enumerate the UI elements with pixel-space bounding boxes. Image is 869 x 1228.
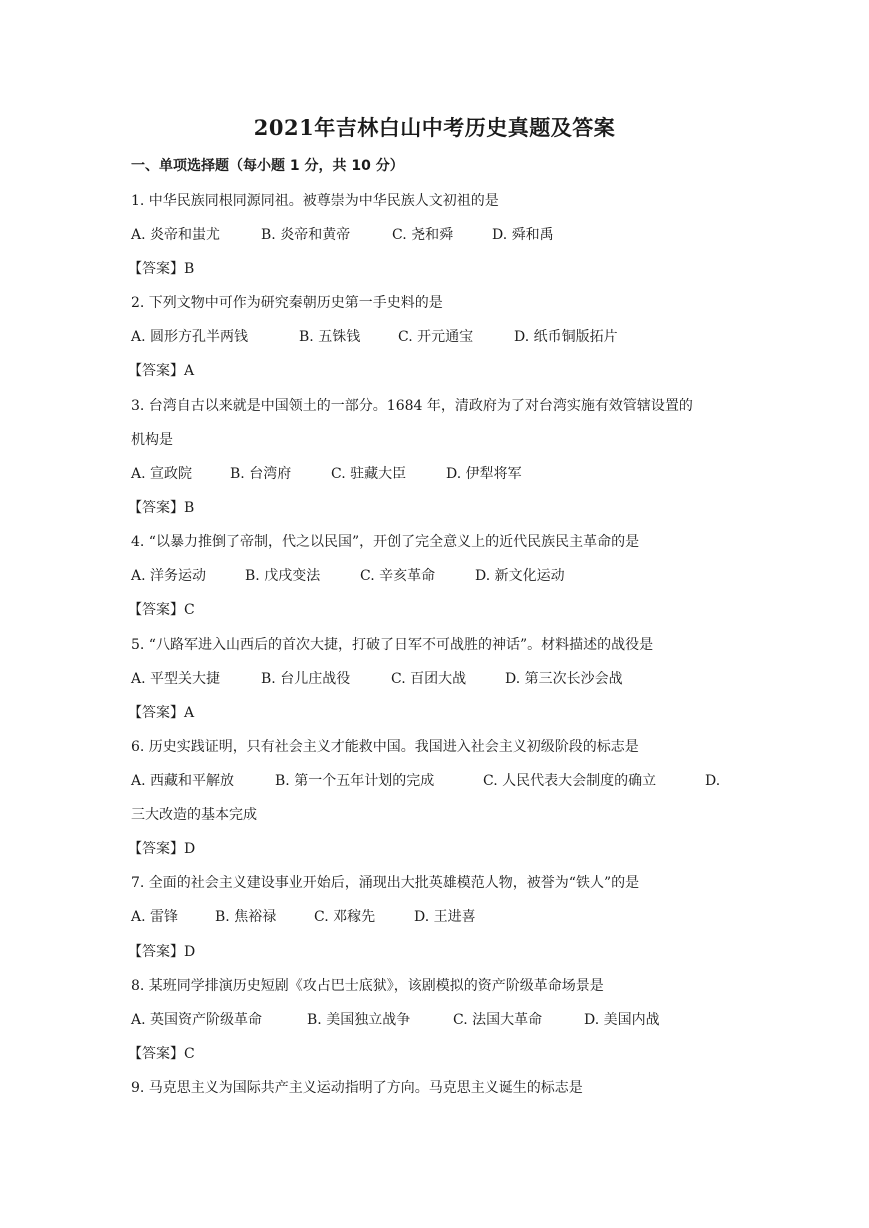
- option-a: A. 炎帝和蚩尤: [131, 227, 221, 243]
- option-a: A. 雷锋: [131, 909, 179, 925]
- section-heading: 一、单项选择题（每小题 1 分，共 10 分）: [131, 158, 404, 174]
- question-6-answer: 【答案】D: [128, 841, 196, 857]
- option-b: B. 炎帝和黄帝: [261, 227, 351, 243]
- option-c: C. 百团大战: [391, 671, 467, 687]
- option-c: C. 开元通宝: [398, 329, 474, 345]
- question-2-options: [131, 327, 618, 347]
- question-5-answer: 【答案】A: [128, 705, 195, 721]
- question-1-stem: 1. 中华民族同根同源同祖。被尊崇为中华民族人文初祖的是: [131, 193, 499, 209]
- question-9-stem: 9. 马克思主义为国际共产主义运动指明了方向。马克思主义诞生的标志是: [131, 1080, 583, 1096]
- option-c: C. 尧和舜: [392, 227, 454, 243]
- question-3-stem: 3. 台湾自古以来就是中国领土的一部分。1684 年，清政府为了对台湾实施有效管辖设置的: [131, 398, 693, 414]
- option-a: A. 洋务运动: [131, 568, 207, 584]
- question-3-options: [131, 464, 522, 484]
- option-c: C. 人民代表大会制度的确立: [483, 773, 657, 789]
- question-8-stem: 8. 某班同学排演历史短剧《攻占巴士底狱》，该剧模拟的资产阶级革命场景是: [131, 978, 604, 994]
- option-b: B. 五铢钱: [299, 329, 361, 345]
- option-d: D. 新文化运动: [475, 568, 565, 584]
- option-d: D. 纸币铜版拓片: [514, 329, 618, 345]
- question-1-options: [131, 225, 554, 245]
- document-title: 2021年吉林白山中考历史真题及答案: [253, 115, 616, 140]
- question-6-options: [131, 771, 720, 791]
- question-8-answer: 【答案】C: [128, 1046, 195, 1062]
- option-c: C. 法国大革命: [453, 1012, 543, 1028]
- question-8-options: [131, 1010, 660, 1030]
- question-2-stem: 2. 下列文物中可作为研究秦朝历史第一手史料的是: [131, 295, 443, 311]
- question-3-stem-cont: 机构是: [131, 432, 173, 448]
- question-4-stem: 4. “以暴力推倒了帝制，代之以民国”，开创了完全意义上的近代民族民主革命的是: [131, 534, 640, 550]
- question-6-stem: 6. 历史实践证明，只有社会主义才能救中国。我国进入社会主义初级阶段的标志是: [131, 739, 639, 755]
- option-b: B. 台湾府: [230, 466, 292, 482]
- question-5-stem: 5. “八路军进入山西后的首次大捷，打破了日军不可战胜的神话”。材料描述的战役是: [131, 637, 654, 653]
- option-a: A. 平型关大捷: [131, 671, 221, 687]
- option-a: A. 宣政院: [131, 466, 193, 482]
- question-3-answer: 【答案】B: [128, 500, 195, 516]
- question-6-option-d-text: 三大改造的基本完成: [131, 807, 257, 823]
- question-7-options: [131, 907, 476, 927]
- option-b: B. 焦裕禄: [215, 909, 277, 925]
- option-d: D. 王进喜: [414, 909, 476, 925]
- option-a: A. 英国资产阶级革命: [131, 1012, 263, 1028]
- option-c: C. 邓稼先: [314, 909, 376, 925]
- option-c: C. 辛亥革命: [360, 568, 436, 584]
- option-d: D. 伊犁将军: [446, 466, 522, 482]
- option-b: B. 戊戌变法: [245, 568, 321, 584]
- option-d: D. 舜和禹: [492, 227, 554, 243]
- option-d: D. 第三次长沙会战: [505, 671, 623, 687]
- option-b: B. 第一个五年计划的完成: [275, 773, 435, 789]
- question-7-stem: 7. 全面的社会主义建设事业开始后，涌现出大批英雄模范人物，被誉为“铁人”的是: [131, 875, 640, 891]
- question-7-answer: 【答案】D: [128, 944, 196, 960]
- option-c: C. 驻藏大臣: [331, 466, 407, 482]
- question-4-options: [131, 566, 565, 586]
- option-d: D. 美国内战: [584, 1012, 660, 1028]
- question-5-options: [131, 669, 623, 689]
- option-a: A. 西藏和平解放: [131, 773, 235, 789]
- question-1-answer: 【答案】B: [128, 261, 195, 277]
- option-a: A. 圆形方孔半两钱: [131, 329, 249, 345]
- question-4-answer: 【答案】C: [128, 602, 195, 618]
- option-b: B. 台儿庄战役: [261, 671, 351, 687]
- option-d: D.: [705, 773, 721, 789]
- question-2-answer: 【答案】A: [128, 363, 195, 379]
- option-b: B. 美国独立战争: [307, 1012, 411, 1028]
